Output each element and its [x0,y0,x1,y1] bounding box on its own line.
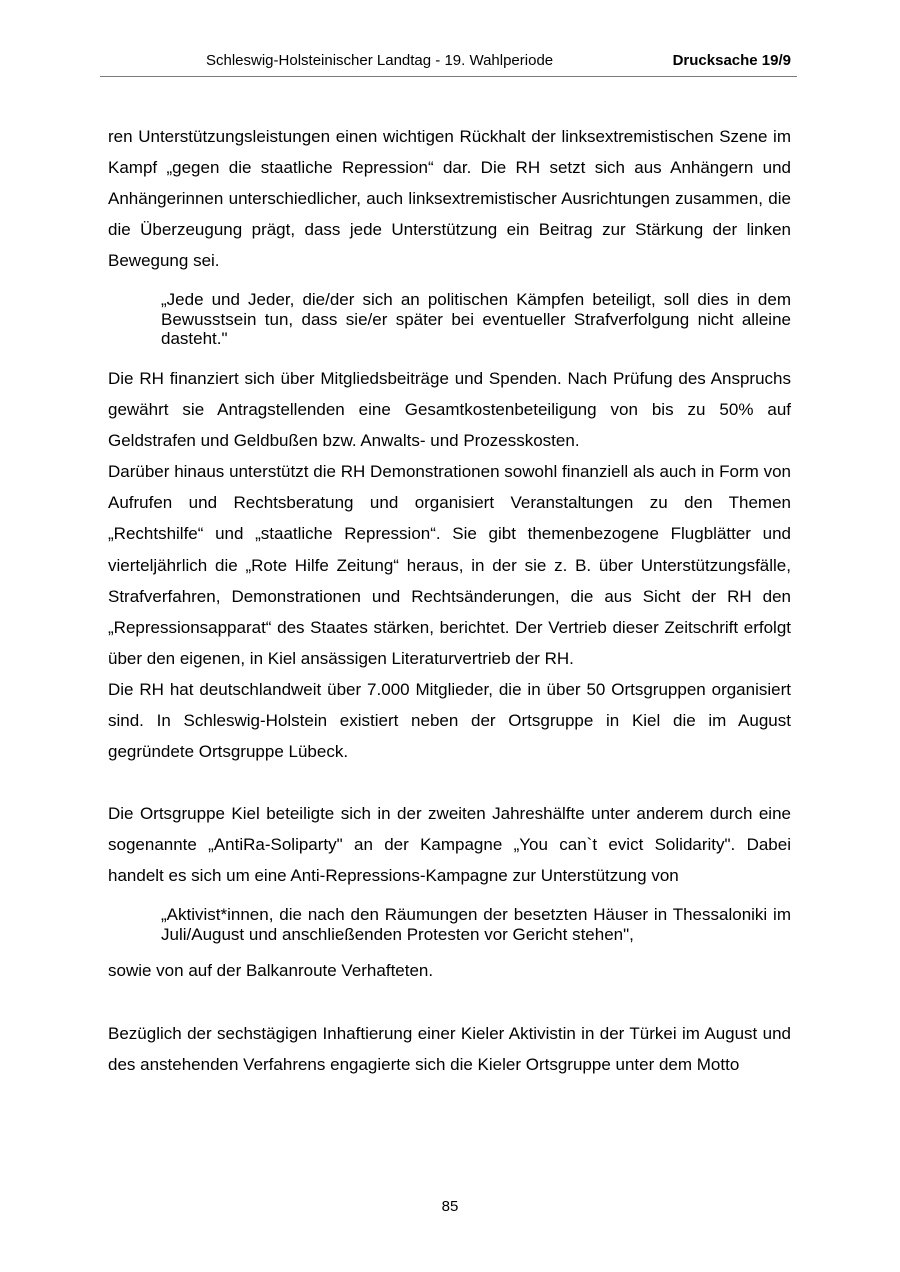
quote-activists: „Aktivist*innen, die nach den Räumungen der besetzten Häuser in Thessaloniki im Juli/August und anschließenden Protesten vor Gericht stehen", [161,905,791,944]
document-body [108,121,791,1080]
paragraph-kiel-campaign: Die Ortsgruppe Kiel beteiligte sich in der zweiten Jahreshälfte unter anderem durch eine sogenannte „AntiRa-Soliparty" an der Kampagne „You can`t evict Solidarity". Dabei handelt es sich um eine Anti-Repressions-Kampagne zur Unterstützung von [108,804,791,886]
paragraph-kiel-activist: Bezüglich der sechstägigen Inhaftierung einer Kieler Aktivistin in der Türkei im August und des anstehenden Verfahrens engagierte sich die Kieler Ortsgruppe unter dem Motto [108,1023,791,1074]
paragraph-rh-members: Die RH hat deutschlandweit über 7.000 Mitglieder, die in über 50 Ortsgruppen organisiert sind. In Schleswig-Holstein existiert neben der Ortsgruppe in Kiel die im August gegründete Ortsgruppe Lübeck. [108,679,791,762]
paragraph-rh-support: ren Unterstützungsleistungen einen wichtigen Rückhalt der linksextremistischen Szene im Kampf „gegen die staatliche Repression“ dar. Die RH setzt sich aus Anhängern und Anhängerinnen unterschiedlicher, auch linksextremistischer Ausrichtungen zusammen, die die Überzeugung prägt, dass jede Unterstützung ein Beitrag zur Stärkung der linken Bewegung sei. [108,127,791,271]
paragraph-balkan-route: sowie von auf der Balkanroute Verhafteten. [108,961,434,981]
page-header [100,52,797,77]
paragraph-rh-finance: Die RH finanziert sich über Mitgliedsbeiträge und Spenden. Nach Prüfung des Anspruchs gewährt sie Antragstellenden eine Gesamtkostenbeteiligung von bis zu 50% auf Geldstrafen und Geldbußen bzw. Anwalts- und Prozesskosten. [108,368,791,451]
page-number: 85 [441,1198,459,1215]
header-title: Schleswig-Holsteinischer Landtag - 19. Wahlperiode [206,52,554,69]
quote-solidarity: „Jede und Jeder, die/der sich an politischen Kämpfen beteiligt, soll dies in dem Bewusstsein tun, dass sie/er später bei eventueller Strafverfolgung nicht alleine dasteht." [161,290,791,349]
paragraph-rh-activities: Darüber hinaus unterstützt die RH Demonstrationen sowohl finanziell als auch in Form von Aufrufen und Rechtsberatung und organisiert Veranstaltungen zu den Themen „Rechtshilfe“ und „staatliche Repression“. Sie gibt themenbezogene Flugblätter und vierteljährlich die „Rote Hilfe Zeitung“ heraus, in der sie z. B. über Unterstützungsfälle, Strafverfahren, Demonstrationen und Rechtsänderungen, die aus Sicht der RH den „Repressionsapparat“ des Staates stärken, berichtet. Der Vertrieb dieser Zeitschrift erfolgt über den eigenen, in Kiel ansässigen Literaturvertrieb der RH. [108,462,791,668]
document-number: Drucksache 19/9 [672,52,791,69]
